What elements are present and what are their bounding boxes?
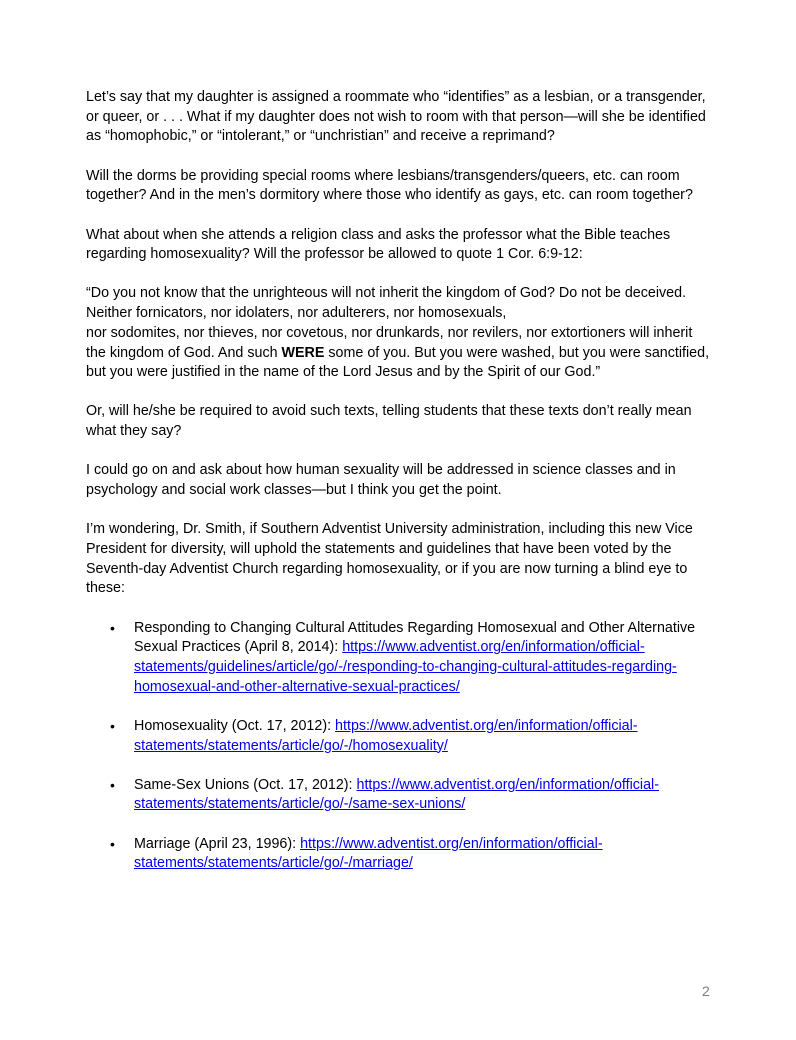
bullet-icon: • bbox=[110, 776, 115, 793]
list-item-label: Homosexuality (Oct. 17, 2012): bbox=[134, 717, 336, 734]
paragraph-avoid-texts: Or, will he/she be required to avoid such texts, telling students that these texts don’t really mean what they say? bbox=[86, 403, 692, 440]
list-item-label: Same-Sex Unions (Oct. 17, 2012): bbox=[134, 776, 357, 793]
list-item-label: Marriage (April 23, 1996): bbox=[134, 835, 301, 852]
bible-quote-emphasis: WERE bbox=[281, 344, 325, 361]
paragraph-wondering: I’m wondering, Dr. Smith, if Southern Adventist University administration, including this new Vice President for diversity, will uphold the statements and guidelines that have been voted by the Seventh-day Adventist Church regarding homosexuality, or if you are now turning a blind eye to these: bbox=[86, 521, 693, 597]
document-body bbox=[86, 88, 712, 894]
bullet-icon: • bbox=[110, 717, 115, 734]
bible-quote bbox=[86, 284, 712, 383]
list-item-label: Responding to Changing Cultural Attitudes Regarding Homosexual and Other Alternative Sexual Practices (April 8, 2014): bbox=[134, 619, 696, 656]
page-number: 2 bbox=[702, 983, 710, 999]
statement-link-same-sex-unions[interactable]: https://www.adventist.org/en/information/official-statements/statements/article/go/-/same-sex-unions/ bbox=[134, 776, 659, 813]
list-item bbox=[86, 717, 712, 756]
statements-list bbox=[86, 619, 712, 875]
bible-quote-line-2: nor sodomites, nor thieves, nor covetous, nor drunkards, nor revilers, nor extortioners will inherit the kingdom of God. And such bbox=[86, 324, 693, 361]
list-item bbox=[86, 619, 712, 698]
bible-quote-line-3: some of you. But you were washed, but you were sanctified, but you were justified in the name of the Lord Jesus and by the Spirit of our God.” bbox=[86, 344, 710, 381]
statement-link-marriage[interactable]: https://www.adventist.org/en/information/official-statements/statements/article/go/-/marriage/ bbox=[134, 835, 603, 872]
paragraph-science-classes: I could go on and ask about how human sexuality will be addressed in science classes and in psychology and social work classes—but I think you get the point. bbox=[86, 462, 676, 499]
bullet-icon: • bbox=[110, 835, 115, 852]
paragraph-roommate: Let’s say that my daughter is assigned a roommate who “identifies” as a lesbian, or a transgender, or queer, or . . . What if my daughter does not wish to room with that person—will she be identified as “homophobic,” or “intolerant,” or “unchristian” and receive a reprimand? bbox=[86, 89, 706, 145]
bullet-icon: • bbox=[110, 619, 115, 636]
statement-link-cultural-attitudes[interactable]: https://www.adventist.org/en/information/official-statements/guidelines/article/go/-/responding-to-changing-cultural-attitudes-regarding-homosexual-and-other-alternative-sexual-practices/ bbox=[134, 639, 677, 695]
statement-link-homosexuality[interactable]: https://www.adventist.org/en/information/official-statements/statements/article/go/-/homosexuality/ bbox=[134, 717, 638, 754]
paragraph-religion-class: What about when she attends a religion class and asks the professor what the Bible teaches regarding homosexuality? Will the professor be allowed to quote 1 Cor. 6:9-12: bbox=[86, 226, 671, 263]
paragraph-dorms: Will the dorms be providing special rooms where lesbians/transgenders/queers, etc. can room together? And in the men’s dormitory where those who identify as gays, etc. can room together? bbox=[86, 167, 693, 204]
list-item bbox=[86, 835, 712, 874]
bible-quote-line-1: “Do you not know that the unrighteous will not inherit the kingdom of God? Do not be deceived. Neither fornicators, nor idolaters, nor adulterers, nor homosexuals, bbox=[86, 285, 687, 322]
list-item bbox=[86, 776, 712, 815]
